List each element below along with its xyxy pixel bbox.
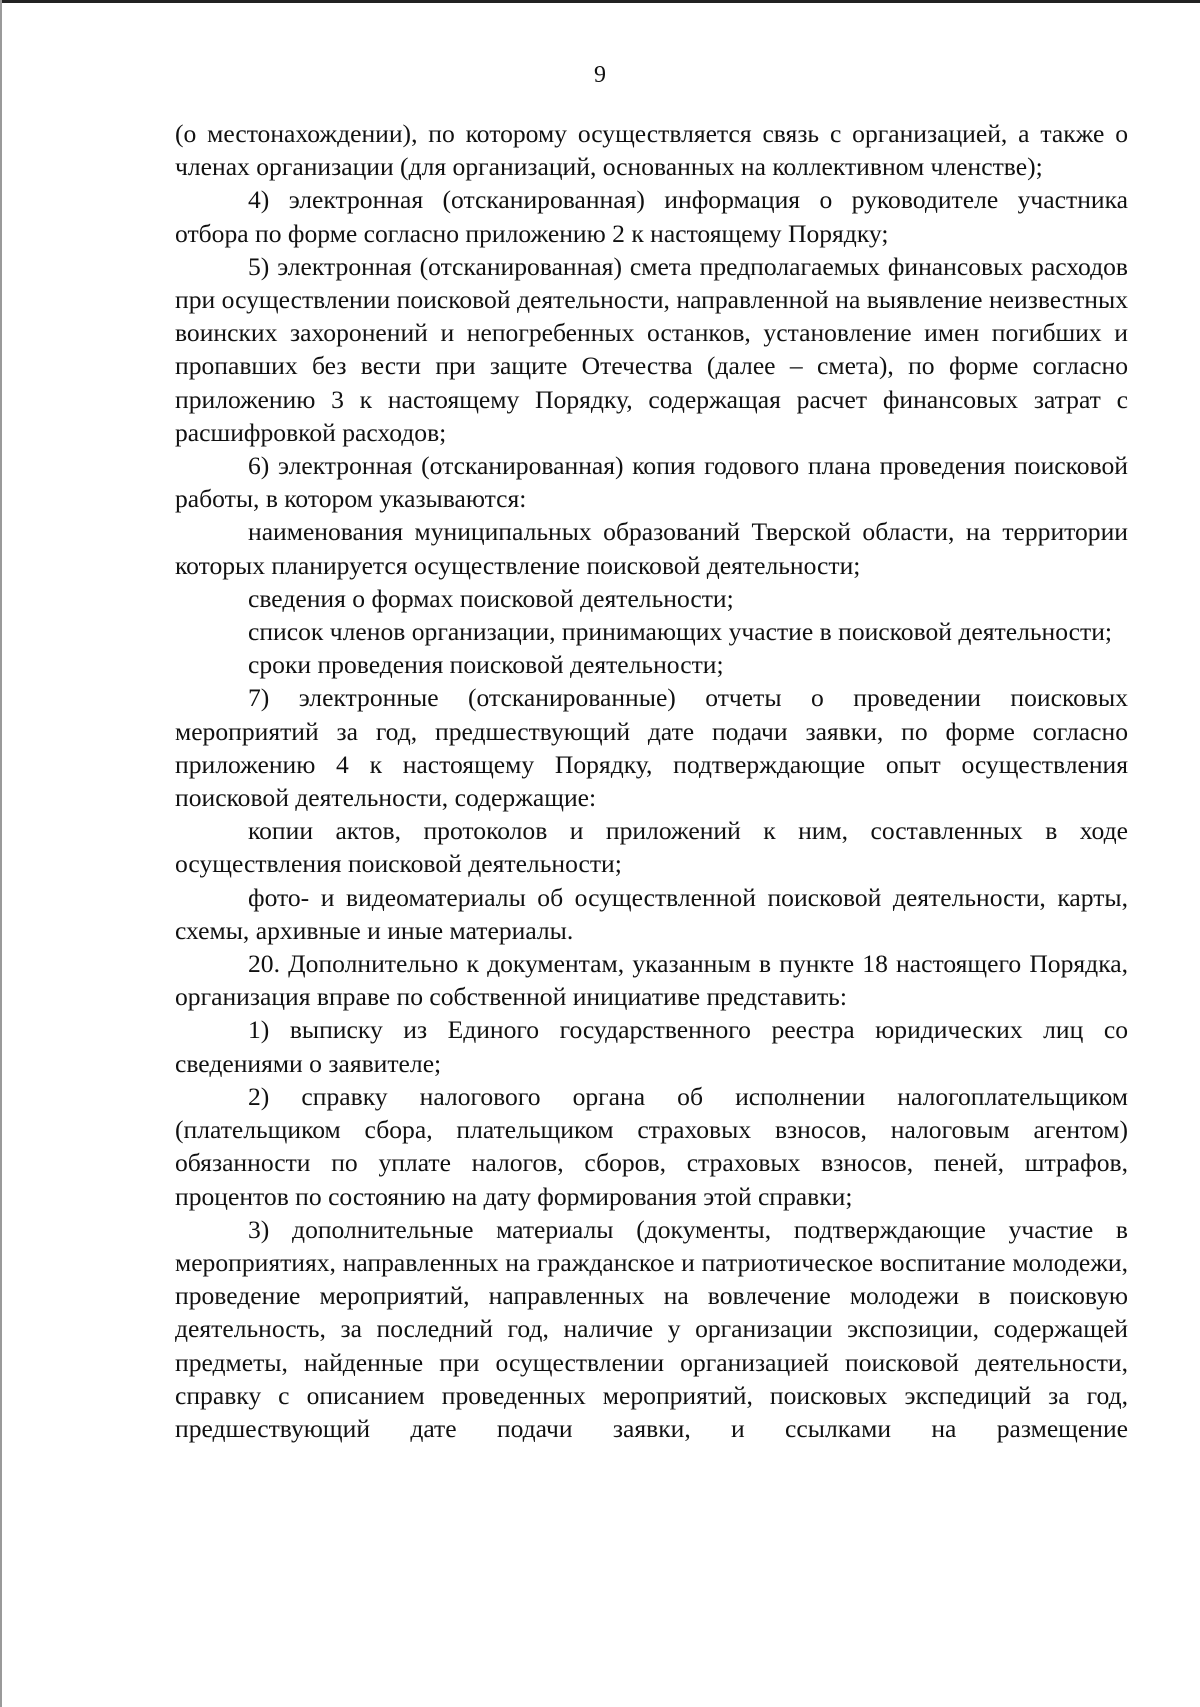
- paragraph-item-5: 5) электронная (отсканированная) смета предполагаемых финансовых расходов при осуществлении поисковой деятельности, направленной на выявление неизвестных воинских захоронений и непогребенных останков, установление имен погибших и пропавших без вести при защите Отечества (далее – смета), по форме согласно приложению 3 к настоящему Порядку, содержащая расчет финансовых затрат с расшифровкой расходов;: [175, 251, 1128, 447]
- paragraph-forms: сведения о формах поисковой деятельности;: [248, 583, 734, 613]
- paragraph-item-4: 4) электронная (отсканированная) информация о руководителе участника отбора по форме согласно приложению 2 к настоящему Порядку;: [175, 185, 1128, 248]
- paragraph-tax-certificate: 2) справку налогового органа об исполнении налогоплательщиком (плательщиком сбора, плательщиком страховых взносов, налоговым агентом) обязанности по уплате налогов, сборов, страховых взносов, пеней, штрафов, процентов по состоянию на дату формирования этой справки;: [175, 1081, 1128, 1211]
- paragraph-extract-egrul: 1) выписку из Единого государственного реестра юридических лиц со сведениями о заявителе;: [175, 1015, 1128, 1078]
- paragraph-item-7: 7) электронные (отсканированные) отчеты о проведении поисковых мероприятий за год, предшествующий дате подачи заявки, по форме согласно приложению 4 к настоящему Порядку, подтверждающие опыт осуществления поисковой деятельности, содержащие:: [175, 683, 1128, 813]
- paragraph-municipalities: наименования муниципальных образований Тверской области, на территории которых планируется осуществление поисковой деятельности;: [175, 517, 1128, 580]
- paragraph-members-list: список членов организации, принимающих участие в поисковой деятельности;: [248, 617, 1113, 647]
- page-number: 9: [594, 62, 606, 88]
- paragraph-continuation: (о местонахождении), по которому осуществляется связь с организацией, а также о членах организации (для организаций, основанных на коллективном членстве);: [175, 119, 1128, 182]
- paragraph-terms: сроки проведения поисковой деятельности;: [248, 650, 724, 680]
- paragraph-photo-video: фото- и видеоматериалы об осуществленной поисковой деятельности, карты, схемы, архивные и иные материалы.: [175, 882, 1128, 945]
- paragraph-additional-materials: 3) дополнительные материалы (документы, подтверждающие участие в мероприятиях, направленных на гражданское и патриотическое воспитание молодежи, проведение мероприятий, направленных на вовлечение молодежи в поисковую деятельность, за последний год, наличие у организации экспозиции, содержащей предметы, найденные при осуществлении организацией поисковой деятельности, справку с описанием проведенных мероприятий, поисковых экспедиций за год, предшествующий дате подачи заявки, и ссылками на размещение: [175, 1214, 1128, 1443]
- scan-left-border: [0, 0, 2, 1707]
- document-body: [175, 117, 1128, 1445]
- paragraph-acts-copies: копии актов, протоколов и приложений к ним, составленных в ходе осуществления поисковой деятельности;: [175, 816, 1128, 879]
- paragraph-item-6: 6) электронная (отсканированная) копия годового плана проведения поисковой работы, в котором указываются:: [175, 451, 1128, 514]
- paragraph-section-20: 20. Дополнительно к документам, указанным в пункте 18 настоящего Порядка, организация вправе по собственной инициативе представить:: [175, 949, 1128, 1012]
- scan-top-border: [0, 0, 1200, 3]
